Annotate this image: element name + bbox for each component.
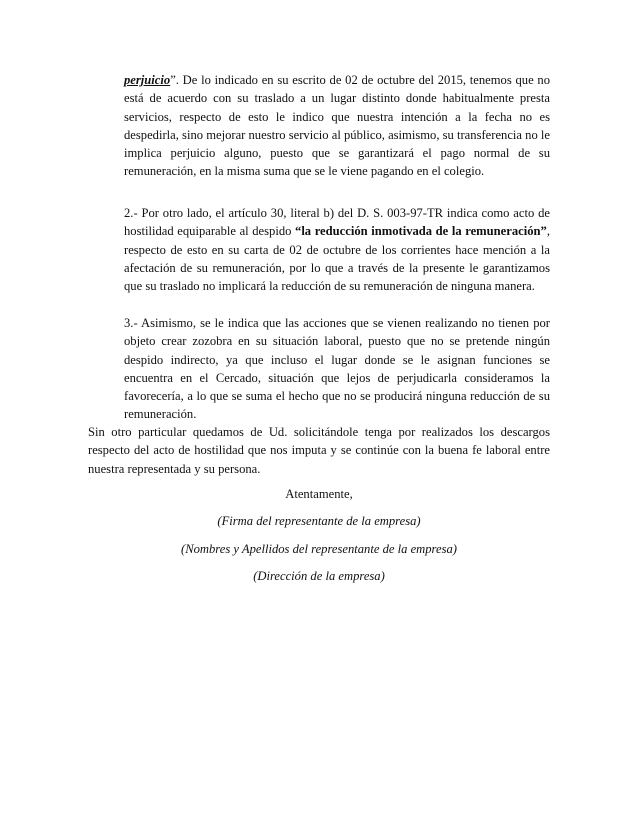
paragraph-2-text-after: , respecto de esto en su carta de 02 de octubre de los corrientes hace mención a la afectación de su remuneración, por lo que a través de la presente le garantizamos que su traslado no implicará la reducción de su remuneración de ninguna manera. (124, 224, 550, 294)
name-line: (Nombres y Apellidos del representante de la empresa) (181, 542, 457, 556)
signature-line: (Firma del representante de la empresa) (217, 514, 421, 528)
paragraph-1-text: ”. De lo indicado en su escrito de 02 de octubre del 2015, tenemos que no está de acuerdo con su traslado a un lugar distinto donde habitualmente presta servicios, respecto de esto le indico que nuestra intención a la fecha no es despedirla, sino mejorar nuestro servicio al público, asimismo, su transferencia no le implica perjuicio alguno, puesto que se garantizará el pago normal de su remuneración, en la misma suma que se le viene pagando en el colegio. (124, 73, 550, 179)
paragraph-2 (124, 204, 550, 295)
closing-paragraph (88, 423, 550, 478)
address-line: (Dirección de la empresa) (253, 569, 385, 583)
paragraph-2-text-before: 2.- Por otro lado, el artículo 30, literal b) del D. S. 003-97-TR indica como acto de hostilidad equiparable al despido (124, 206, 550, 239)
closing-paragraph-text: Sin otro particular quedamos de Ud. solicitándole tenga por realizados los descargos respecto del acto de hostilidad que nos imputa y se continúe con la buena fe laboral entre nuestra representada y su persona. (88, 425, 550, 476)
paragraph-1-emphasis: perjuicio (124, 73, 171, 87)
paragraph-3-text: 3.- Asimismo, se le indica que las acciones que se vienen realizando no tienen por objeto crear zozobra en su situación laboral, puesto que no se pretende ningún despido indirecto, ya que incluso el lugar donde se le asignan funciones se encuentra en el Cercado, situación que lejos de perjudicarla consideramos la favorecería, a lo que se suma el hecho que no se producirá ninguna reducción de su remuneración. (124, 316, 550, 422)
paragraph-3 (124, 314, 550, 424)
paragraph-1 (124, 71, 550, 181)
salutation: Atentamente, (285, 487, 353, 501)
paragraph-2-bold-quote: “la reducción inmotivada de la remuneración” (295, 224, 547, 239)
